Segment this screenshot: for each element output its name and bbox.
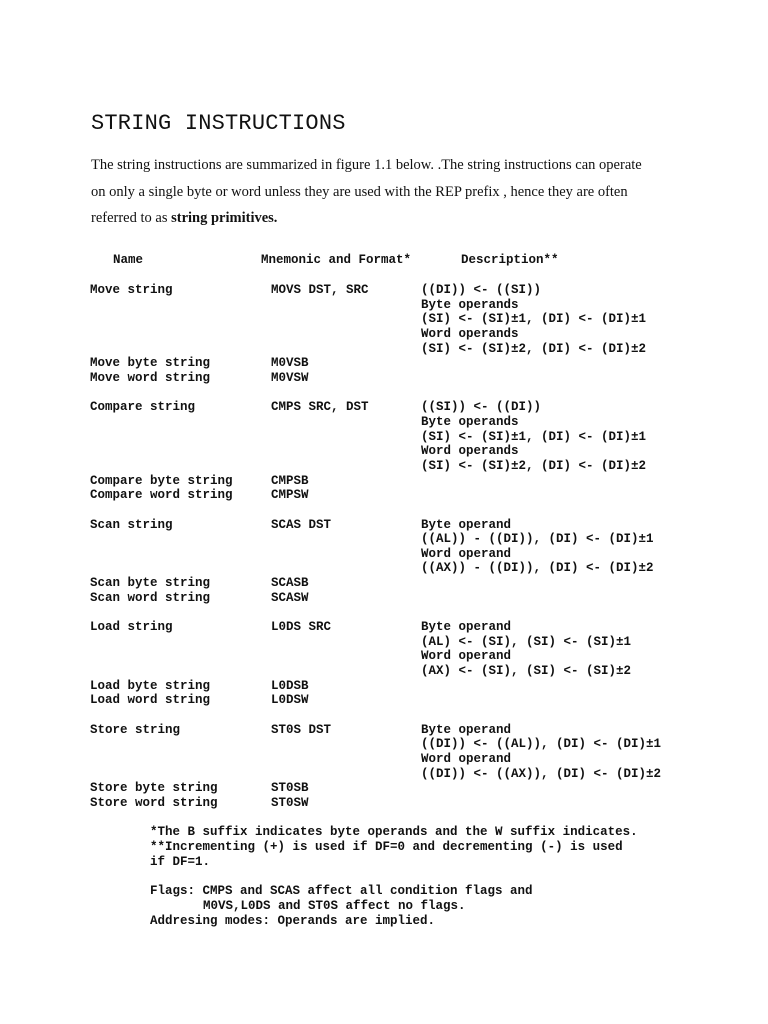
instruction-description: Byte operand [421,722,512,737]
table-row [0,400,768,415]
table-row [0,371,768,386]
instruction-description: ((AL)) - ((DI)), (DI) <- (DI)±1 [421,532,654,547]
instruction-name: Compare word string [90,488,233,503]
instruction-description: ((AX)) - ((DI)), (DI) <- (DI)±2 [421,561,654,576]
flags-note: Flags: CMPS and SCAS affect all condition flags and [150,884,533,899]
instruction-name: Load word string [90,693,211,708]
instruction-description: ((DI)) <- ((SI)) [421,283,542,297]
instruction-description: Word operands [421,326,519,341]
table-row [0,723,768,738]
header-format: Mnemonic and Format* [261,253,412,267]
instruction-description: (AL) <- (SI), (SI) <- (SI)±1 [421,634,632,649]
table-row [0,342,768,357]
instruction-format: ST0S DST [271,722,332,737]
instruction-description: (SI) <- (SI)±2, (DI) <- (DI)±2 [421,458,647,473]
table-row [0,649,768,664]
instruction-name: Scan string [90,517,173,532]
table-row [0,752,768,767]
instruction-format: L0DSB [271,678,309,693]
table-row [0,796,768,811]
addressing-modes-note: Addresing modes: Operands are implied. [150,913,436,928]
table-row [0,430,768,445]
instruction-description: (SI) <- (SI)±2, (DI) <- (DI)±2 [421,341,647,356]
table-row [0,547,768,562]
table-row [0,312,768,327]
instruction-format: SCASW [271,590,309,605]
row-spacer [0,708,768,723]
table-row [0,444,768,459]
instruction-format: M0VSW [271,370,309,385]
footnotes [150,825,638,929]
instruction-description: Word operand [421,649,512,664]
instruction-format: L0DSW [271,693,309,708]
instruction-description: ((DI)) <- ((AX)), (DI) <- (DI)±2 [421,766,662,781]
instruction-format: CMPSB [271,473,309,488]
table-row [0,459,768,474]
instruction-description: ((DI)) <- ((AL)), (DI) <- (DI)±1 [421,737,662,752]
intro-line: on only a single byte or word unless they are used with the REP prefix , hence they are often [91,183,628,200]
instruction-description: ((SI)) <- ((DI)) [421,400,542,415]
table-row [0,356,768,371]
instruction-format: MOVS DST, SRC [271,283,369,297]
table-row [0,283,768,298]
row-spacer [150,869,638,884]
instruction-name: Move string [90,283,173,297]
header-description: Description** [461,253,559,267]
table-row [0,767,768,782]
instruction-name: Scan byte string [90,576,211,591]
page-title: STRING INSTRUCTIONS [91,111,346,136]
table-row [0,635,768,650]
table-row [0,518,768,533]
instruction-format: CMPS SRC, DST [271,400,369,415]
instruction-description: Byte operand [421,620,512,635]
table-row [0,561,768,576]
instruction-format: CMPSW [271,488,309,503]
table-row [0,781,768,796]
table-row [0,737,768,752]
instruction-format: SCASB [271,576,309,591]
instruction-name: Move byte string [90,356,211,371]
table-row [0,664,768,679]
table-row [0,327,768,342]
instruction-description: Byte operand [421,517,512,532]
header-name: Name [113,253,144,267]
instruction-table [0,283,768,811]
instruction-name: Move word string [90,370,211,385]
instruction-description: Word operands [421,444,519,459]
instruction-name: Compare byte string [90,473,233,488]
footnote-line: if DF=1. [150,854,211,869]
instruction-format: SCAS DST [271,517,332,532]
table-header [0,253,768,268]
footnote-line: *The B suffix indicates byte operands and the W suffix indicates. [150,825,638,839]
instruction-format: ST0SB [271,781,309,796]
instruction-name: Scan word string [90,590,211,605]
instruction-description: Word operand [421,752,512,766]
row-spacer [0,605,768,620]
flags-note: M0VS,L0DS and ST0S affect no flags. [203,898,466,913]
table-row [0,679,768,694]
instruction-format: ST0SW [271,795,309,810]
table-row [0,693,768,708]
table-row [0,488,768,503]
table-row [0,474,768,489]
table-row [0,298,768,313]
instruction-name: Store byte string [90,781,218,796]
intro-line: The string instructions are summarized in figure 1.1 below. .The string instructions can operate [91,157,642,173]
instruction-format: M0VSB [271,356,309,371]
table-row [0,532,768,547]
footnote-line: **Incrementing (+) is used if DF=0 and decrementing (-) is used [150,839,623,854]
table-row [0,591,768,606]
instruction-name: Store string [90,722,181,737]
instruction-description: (SI) <- (SI)±1, (DI) <- (DI)±1 [421,429,647,444]
instruction-name: Store word string [90,795,218,810]
instruction-description: Word operand [421,546,512,561]
instruction-format: L0DS SRC [271,620,332,635]
instruction-description: Byte operands [421,414,519,429]
instruction-name: Load string [90,620,173,635]
intro-text: referred to as [91,210,172,226]
intro-bold-term: string primitives. [171,210,278,226]
instruction-name: Compare string [90,400,196,415]
instruction-description: Byte operands [421,297,519,312]
row-spacer [0,503,768,518]
table-row [0,415,768,430]
intro-line [91,205,642,232]
instruction-description: (AX) <- (SI), (SI) <- (SI)±2 [421,664,632,679]
instruction-name: Load byte string [90,678,211,693]
row-spacer [0,386,768,401]
table-row [0,620,768,635]
intro-paragraph [91,152,642,232]
table-row [0,576,768,591]
instruction-description: (SI) <- (SI)±1, (DI) <- (DI)±1 [421,312,647,327]
